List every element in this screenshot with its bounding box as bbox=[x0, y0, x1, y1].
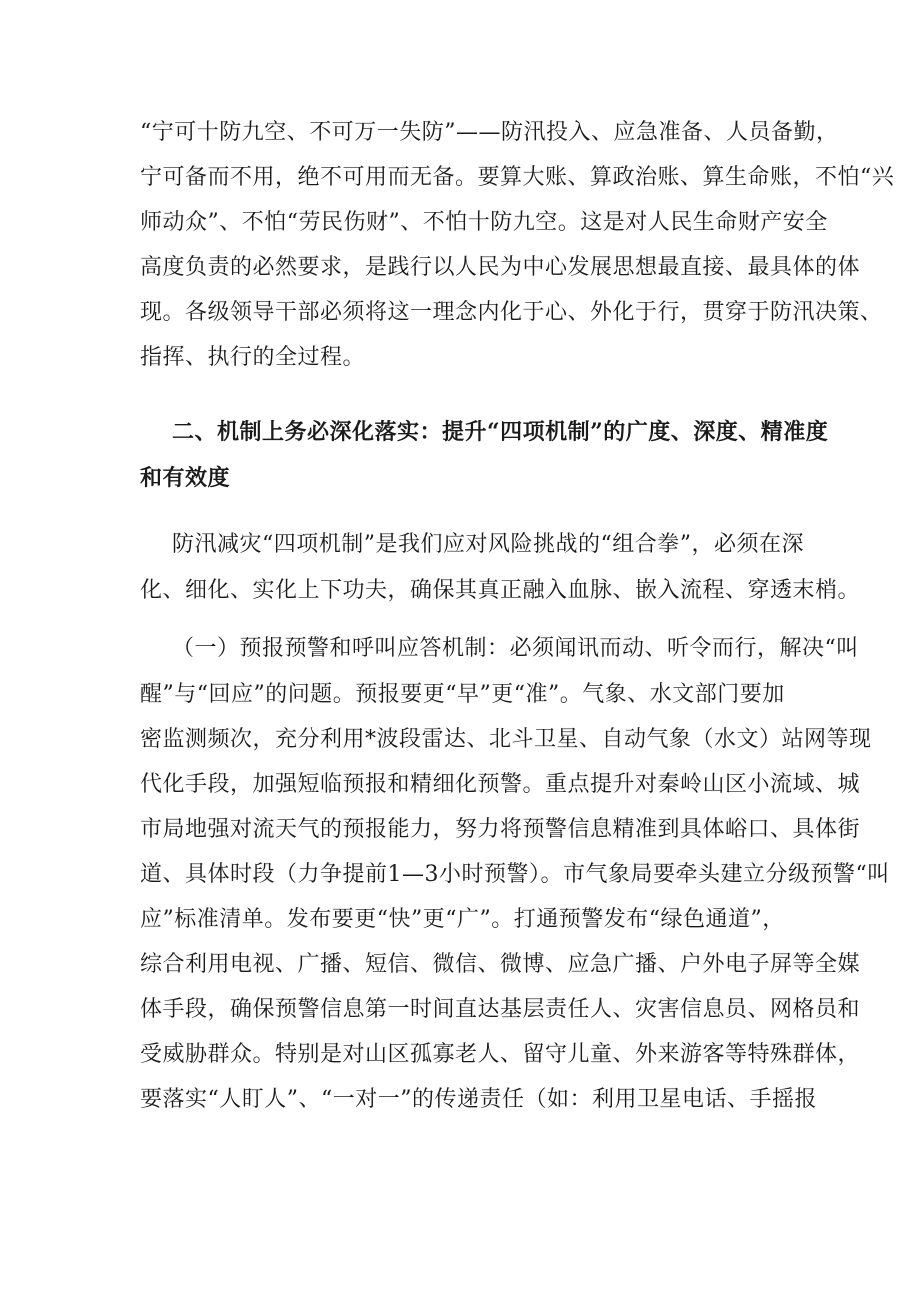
subsection-line-2: 醒”与“回应”的问题。预报要更“早”更“准”。气象、水文部门要加 bbox=[140, 682, 785, 707]
subsection-line-4: 代化手段，加强短临预报和精细化预警。重点提升对秦岭山区小流域、城 bbox=[140, 772, 861, 797]
paragraph-line-1: “宁可十防九空、不可万一失防”——防汛投入、应急准备、人员备勤， bbox=[140, 120, 839, 145]
paragraph-line-5: 现。各级领导干部必须将这一理念内化于心、外化于行，贯穿于防汛决策、 bbox=[140, 300, 883, 325]
subsection-line-1: （一）预报预警和呼叫应答机制：必须闻讯而动、听令而行，解决“叫 bbox=[172, 636, 859, 661]
subsection-line-10: 受威胁群众。特别是对山区孤寡老人、留守儿童、外来游客等特殊群体， bbox=[140, 1042, 861, 1067]
paragraph-line-2: 宁可备而不用，绝不可用而无备。要算大账、算政治账、算生命账，不怕“兴 bbox=[140, 165, 895, 190]
subsection-line-9: 体手段，确保预警信息第一时间直达基层责任人、灾害信息员、网格员和 bbox=[140, 997, 861, 1022]
paragraph-line-3: 师动众”、不怕“劳民伤财”、不怕十防九空。这是对人民生命财产安全 bbox=[140, 210, 828, 235]
paragraph-line-6: 指挥、执行的全过程。 bbox=[140, 345, 366, 370]
subsection-line-7: 应”标准清单。发布要更“快”更“广”。打通预警发布“绿色通道”， bbox=[140, 907, 785, 932]
section-heading-line-1: 二、机制上务必深化落实：提升“四项机制”的广度、深度、精准度 bbox=[172, 419, 829, 445]
paragraph-line-7: 防汛减灾“四项机制”是我们应对风险挑战的“组合拳”，必须在深 bbox=[172, 532, 804, 557]
paragraph-line-4: 高度负责的必然要求，是践行以人民为中心发展思想最直接、最具体的体 bbox=[140, 255, 861, 280]
subsection-line-6: 道、具体时段（力争提前1—3小时预警）。市气象局要牵头建立分级预警“叫 bbox=[140, 862, 890, 887]
subsection-line-11: 要落实“人盯人”、“一对一”的传递责任（如：利用卫星电话、手摇报 bbox=[140, 1087, 817, 1112]
subsection-line-8: 综合利用电视、广播、短信、微信、微博、应急广播、户外电子屏等全媒 bbox=[140, 952, 861, 977]
section-heading-line-2: 和有效度 bbox=[140, 465, 231, 491]
paragraph-line-8: 化、细化、实化上下功夫，确保其真正融入血脉、嵌入流程、穿透末梢。 bbox=[140, 578, 861, 603]
subsection-line-3: 密监测频次，充分利用*波段雷达、北斗卫星、自动气象（水文）站网等现 bbox=[140, 727, 872, 752]
subsection-line-5: 市局地强对流天气的预报能力，努力将预警信息精准到具体峪口、具体街 bbox=[140, 817, 861, 842]
